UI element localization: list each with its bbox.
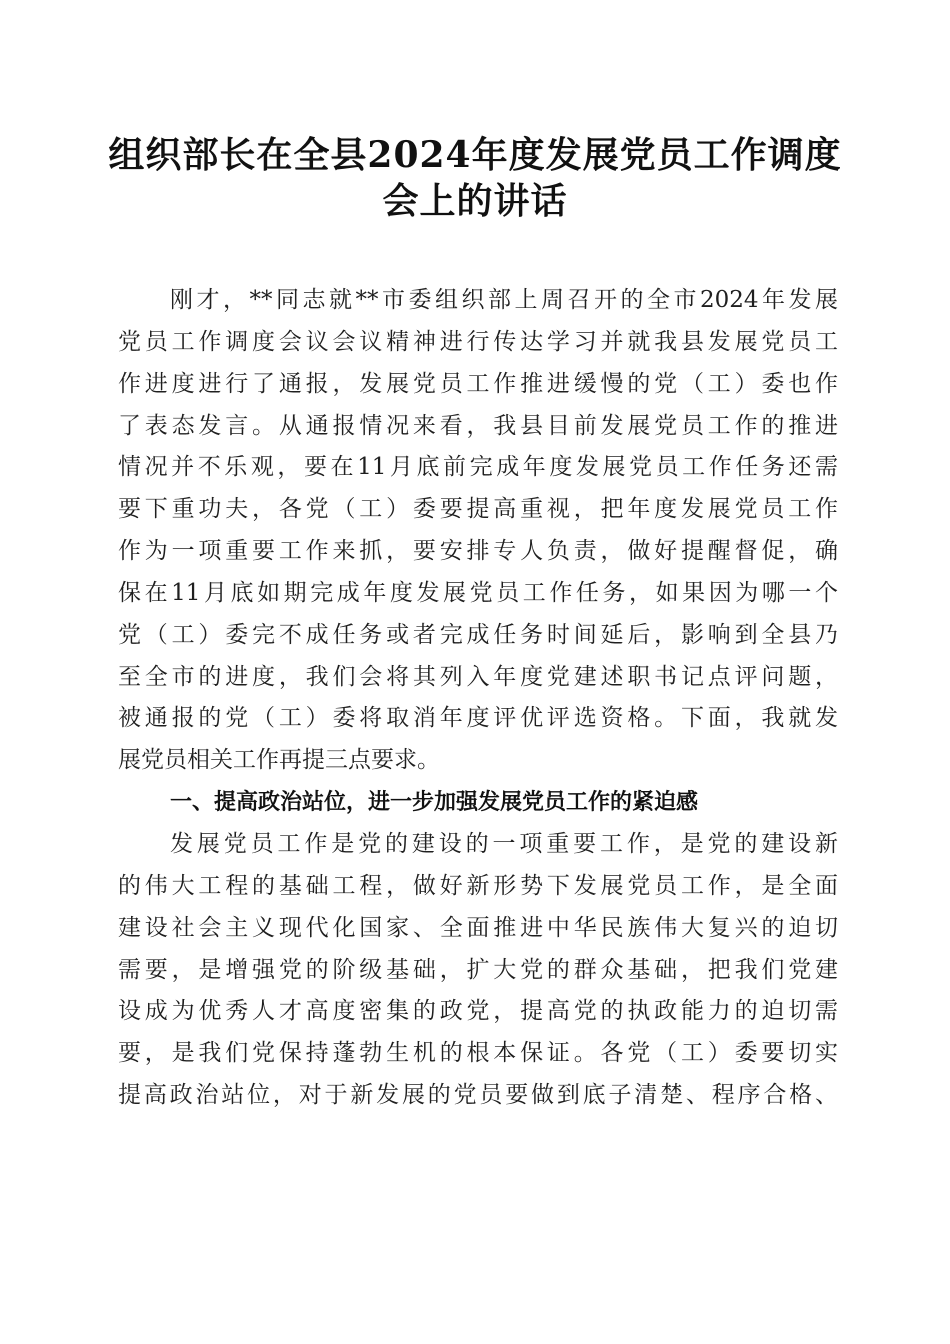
paragraph-line: 情况并不乐观，要在11月底前完成年度发展党员工作任务还需 (118, 454, 838, 481)
paragraph-line: 作为一项重要工作来抓，要安排专人负责，做好提醒督促，确 (118, 538, 838, 565)
paragraph-line: 设成为优秀人才高度密集的政党，提高党的执政能力的迫切需 (118, 998, 838, 1025)
paragraph-line: 的伟大工程的基础工程，做好新形势下发展党员工作，是全面 (118, 872, 838, 899)
paragraph-line: 刚才，**同志就**市委组织部上周召开的全市2024年发展 (170, 287, 838, 313)
paragraph-line: 党员工作调度会议会议精神进行传达学习并就我县发展党员工 (118, 328, 838, 355)
paragraph-line: 被通报的党（工）委将取消年度评优评选资格。下面，我就发 (118, 705, 838, 732)
paragraph-line: 发展党员工作是党的建设的一项重要工作，是党的建设新 (170, 830, 838, 857)
title-line-2: 会上的讲话 (382, 180, 568, 222)
paragraph-line: 展党员相关工作再提三点要求。 (118, 747, 440, 774)
paragraph-line: 党（工）委完不成任务或者完成任务时间延后，影响到全县乃 (118, 621, 838, 648)
paragraph-line: 建设社会主义现代化国家、全面推进中华民族伟大复兴的迫切 (118, 914, 838, 941)
paragraph-line: 了表态发言。从通报情况来看，我县目前发展党员工作的推进 (118, 412, 838, 439)
paragraph-line: 需要，是增强党的阶级基础，扩大党的群众基础，把我们党建 (118, 956, 838, 983)
paragraph-line: 要，是我们党保持蓬勃生机的根本保证。各党（工）委要切实 (118, 1040, 838, 1067)
paragraph-line: 要下重功夫，各党（工）委要提高重视，把年度发展党员工作 (118, 496, 838, 523)
paragraph-line: 保在11月底如期完成年度发展党员工作任务，如果因为哪一个 (118, 579, 838, 606)
document-title (100, 132, 850, 224)
paragraph-1 (118, 280, 838, 782)
document-body (118, 280, 838, 1117)
paragraph-line: 至全市的进度，我们会将其列入年度党建述职书记点评问题， (118, 663, 838, 690)
paragraph-line: 提高政治站位，对于新发展的党员要做到底子清楚、程序合格、 (118, 1082, 838, 1109)
paragraph-2 (118, 824, 838, 1117)
title-line-1: 组织部长在全县2024年度发展党员工作调度 (108, 134, 842, 176)
section-heading-1: 一、提高政治站位，进一步加强发展党员工作的紧迫感 (170, 790, 699, 816)
paragraph-line: 作进度进行了通报，发展党员工作推进缓慢的党（工）委也作 (118, 370, 838, 397)
